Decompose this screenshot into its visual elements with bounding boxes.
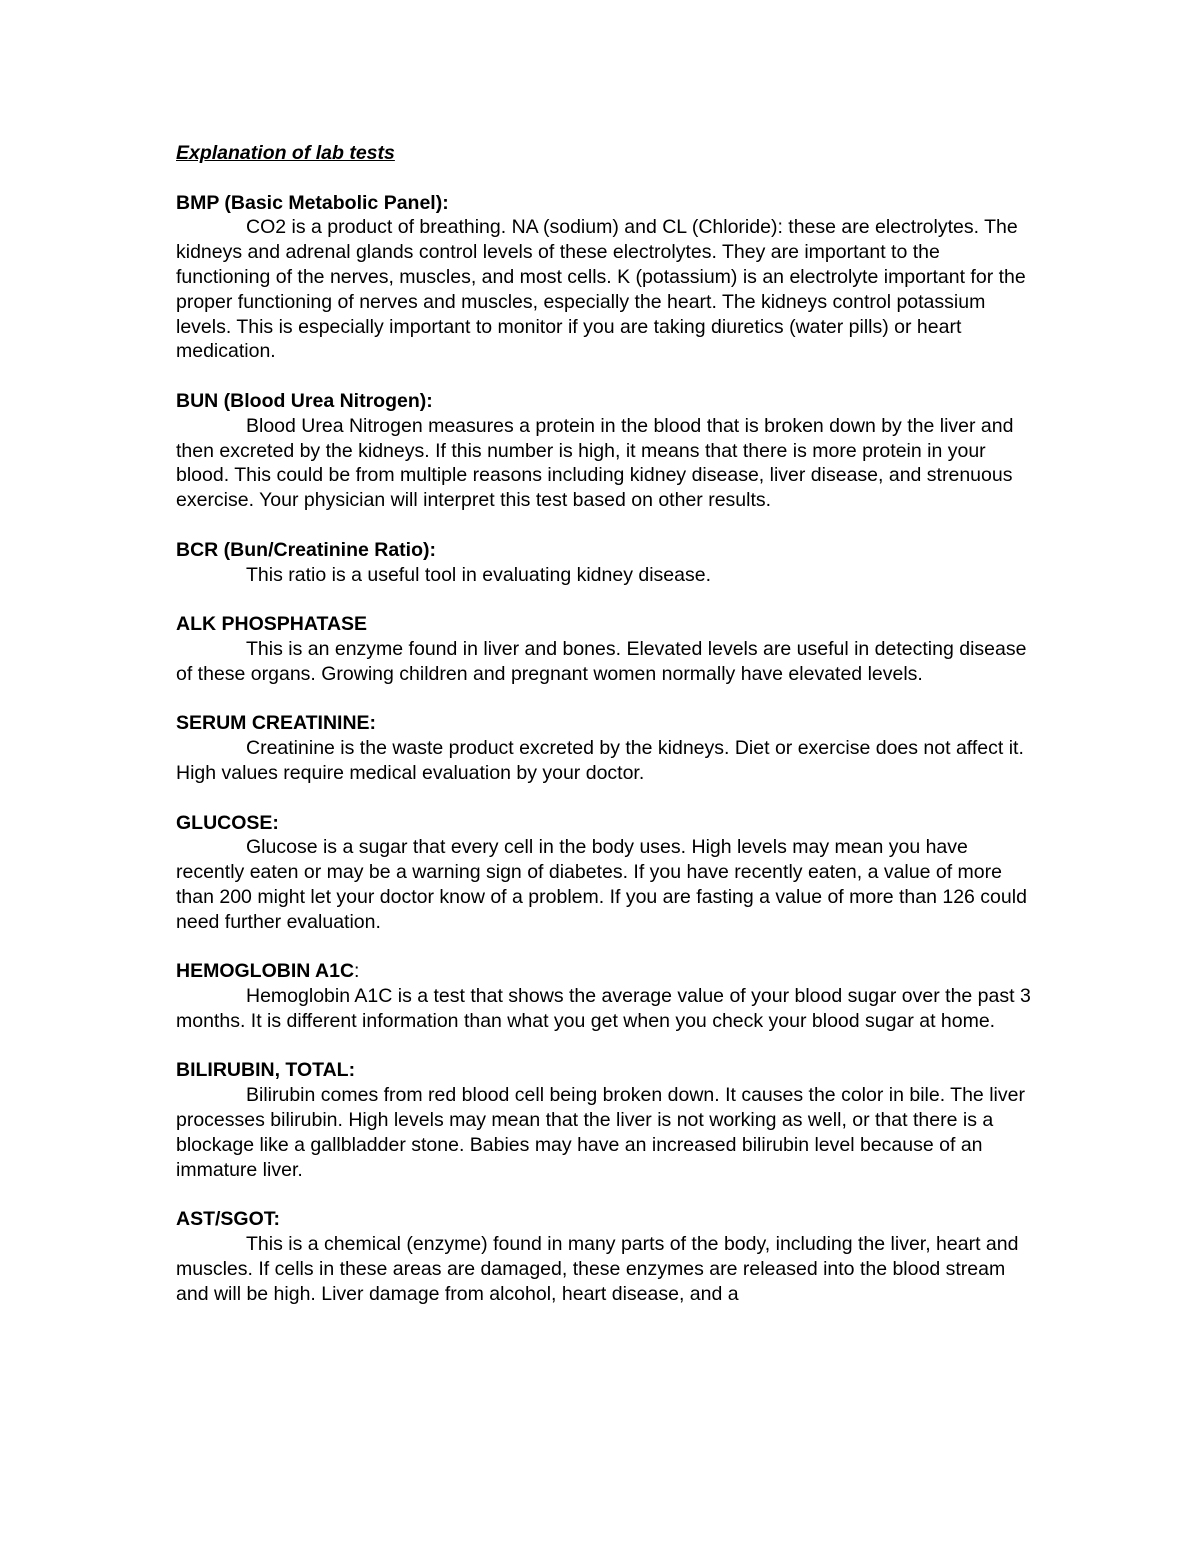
section-heading-text: SERUM CREATININE: bbox=[176, 712, 377, 735]
section-body: This is an enzyme found in liver and bones. Elevated levels are useful in detecting disease of these organs. Growing children and pregnant women normally have elevated levels. bbox=[176, 637, 1027, 685]
section-heading-text: HEMOGLOBIN A1C bbox=[176, 960, 355, 983]
section-serum-creatinine bbox=[176, 711, 1031, 785]
section-ast-sgot bbox=[176, 1207, 1031, 1306]
section-hemoglobin-a1c bbox=[176, 959, 1031, 1033]
section-body: Bilirubin comes from red blood cell being broken down. It causes the color in bile. The liver processes bilirubin. High levels may mean that the liver is not working as well, or that there is a blockage like a gallbladder stone. Babies may have an increased bilirubin level because of an immature liver. bbox=[176, 1084, 1025, 1181]
section-body: CO2 is a product of breathing. NA (sodium) and CL (Chloride): these are electrolytes. The kidneys and adrenal glands control levels of these electrolytes. They are important to the functioning of the nerves, muscles, and most cells. K (potassium) is an electrolyte important for the proper functioning of nerves and muscles, especially the heart. The kidneys control potassium levels. This is especially important to monitor if you are taking diuretics (water pills) or heart medication. bbox=[176, 216, 1026, 363]
section-heading-text: BCR (Bun/Creatinine Ratio): bbox=[176, 538, 436, 561]
section-body: Glucose is a sugar that every cell in the body uses. High levels may mean you have recently eaten or may be a warning sign of diabetes. If you have recently eaten, a value of more than 200 might let your doctor know of a problem. If you are fasting a value of more than 126 could need further evaluation. bbox=[176, 836, 1027, 933]
section-body: Blood Urea Nitrogen measures a protein in the blood that is broken down by the liver and then excreted by the kidneys. If this number is high, it means that there is more protein in your blood. This could be from multiple reasons including kidney disease, liver disease, and strenuous exercise. Your physician will interpret this test based on other results. bbox=[176, 414, 1014, 512]
section-heading-suffix: : bbox=[354, 960, 360, 983]
section-heading-text: AST/SGOT: bbox=[176, 1208, 281, 1231]
section-heading bbox=[176, 959, 1031, 984]
section-body: Creatinine is the waste product excreted by the kidneys. Diet or exercise does not affect it. High values require medical evaluation by your doctor. bbox=[176, 737, 1024, 784]
section-heading bbox=[176, 711, 1031, 736]
section-body: Hemoglobin A1C is a test that shows the average value of your blood sugar over the past 3 months. It is different information than what you get when you check your blood sugar at home. bbox=[176, 985, 1031, 1032]
section-heading-text: BUN (Blood Urea Nitrogen): bbox=[176, 389, 433, 412]
section-glucose bbox=[176, 811, 1031, 935]
document-title: Explanation of lab tests bbox=[176, 142, 395, 164]
section-body: This ratio is a useful tool in evaluating kidney disease. bbox=[246, 563, 712, 586]
section-alk-phosphatase bbox=[176, 612, 1031, 686]
section-body: This is a chemical (enzyme) found in many parts of the body, including the liver, heart and muscles. If cells in these areas are damaged, these enzymes are released into the blood stream and will be high. Liver damage from alcohol, heart disease, and a bbox=[176, 1233, 1019, 1305]
section-heading bbox=[176, 612, 1031, 637]
section-bun bbox=[176, 389, 1031, 513]
section-heading-text: BILIRUBIN, TOTAL: bbox=[176, 1059, 356, 1082]
section-heading bbox=[176, 1207, 1031, 1232]
section-heading-text: BMP (Basic Metabolic Panel): bbox=[176, 191, 449, 214]
section-bmp bbox=[176, 191, 1031, 365]
section-heading bbox=[176, 811, 1031, 836]
section-heading bbox=[176, 538, 1031, 563]
section-bcr bbox=[176, 538, 1031, 588]
section-heading bbox=[176, 1058, 1031, 1083]
section-bilirubin-total bbox=[176, 1058, 1031, 1182]
section-heading-text: ALK PHOSPHATASE bbox=[176, 613, 368, 636]
section-heading bbox=[176, 389, 1031, 414]
section-heading-text: GLUCOSE: bbox=[176, 811, 279, 834]
document-page bbox=[176, 141, 1031, 1331]
section-heading bbox=[176, 191, 1031, 216]
